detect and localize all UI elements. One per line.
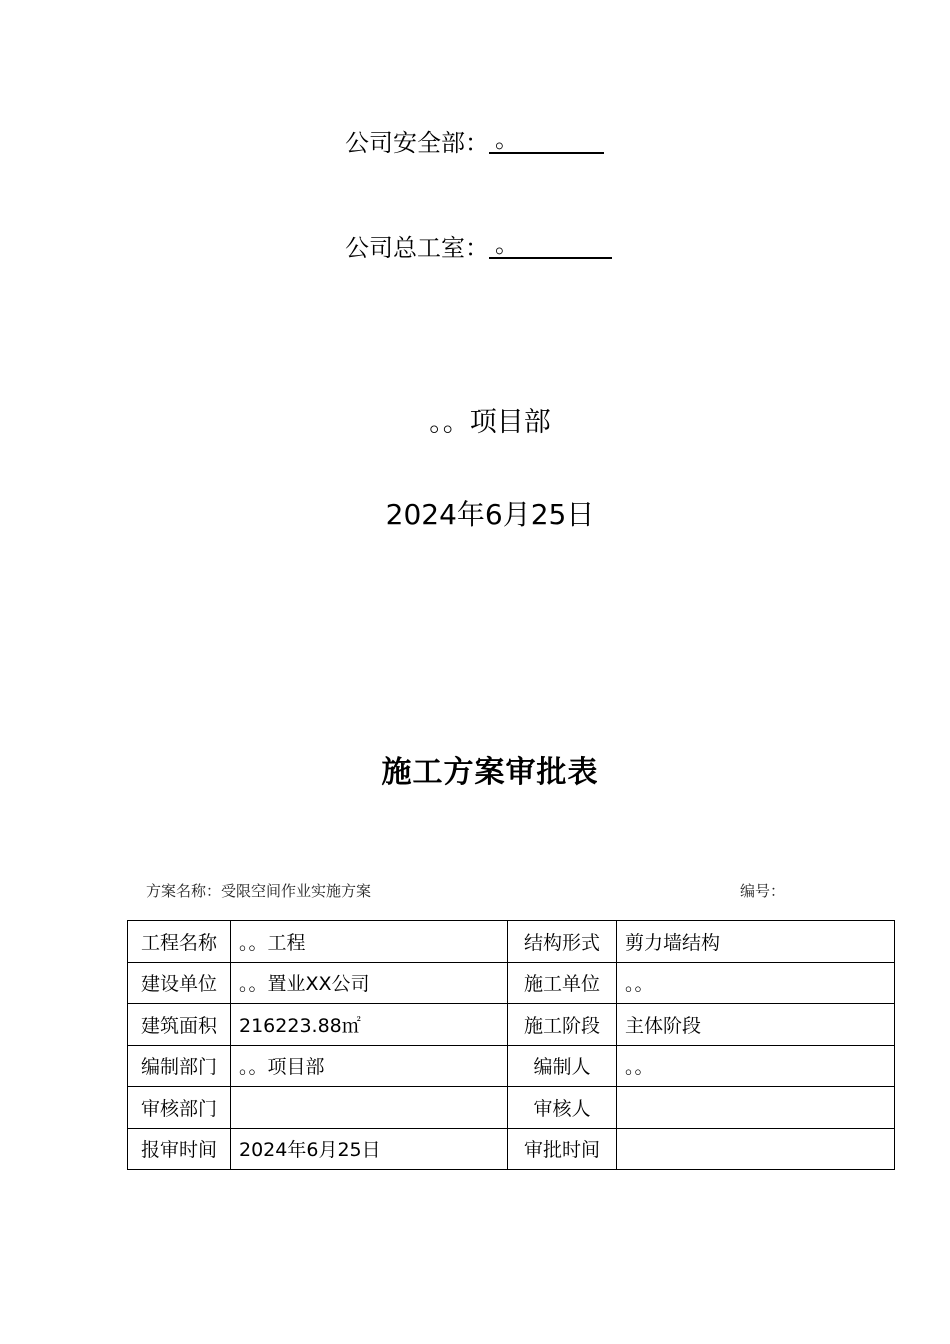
table-value: 。。项目部 [231, 1045, 508, 1087]
table-value: 2024年6月25日 [231, 1128, 508, 1170]
chief-engineer-label: 公司总工室： [345, 234, 489, 262]
table-row [128, 1004, 895, 1046]
table-label: 建设单位 [128, 962, 231, 1004]
table-value: 216223.88㎡ [231, 1004, 508, 1046]
safety-dept-value: 。 [495, 125, 519, 153]
chief-engineer-signature [345, 230, 612, 263]
table-value [617, 1128, 895, 1170]
table-value: 。。置业XX公司 [231, 962, 508, 1004]
table-value: 。。 [617, 1045, 895, 1087]
form-title: 施工方案审批表 [381, 755, 599, 790]
table-row [128, 921, 895, 963]
chief-engineer-value: 。 [495, 230, 519, 258]
table-row [128, 1128, 895, 1170]
table-label: 结构形式 [508, 921, 617, 963]
table-label: 审核部门 [128, 1087, 231, 1129]
safety-dept-signature-blank [489, 125, 604, 154]
safety-dept-label: 公司安全部： [345, 129, 489, 157]
table-label: 编制部门 [128, 1045, 231, 1087]
chief-engineer-signature-blank [489, 230, 612, 259]
table-value: 。。工程 [231, 921, 508, 963]
table-value [231, 1087, 508, 1129]
table-label: 建筑面积 [128, 1004, 231, 1046]
table-label: 审批时间 [508, 1128, 617, 1170]
issue-date: 2024年6月25日 [385, 498, 595, 531]
table-label: 工程名称 [128, 921, 231, 963]
table-row [128, 962, 895, 1004]
table-label: 编制人 [508, 1045, 617, 1087]
form-number-label: 编号： [740, 882, 786, 900]
table-label: 报审时间 [128, 1128, 231, 1170]
table-value: 。。 [617, 962, 895, 1004]
table-label: 审核人 [508, 1087, 617, 1129]
approval-table [127, 920, 895, 1170]
table-value: 剪力墙结构 [617, 921, 895, 963]
table-value: 主体阶段 [617, 1004, 895, 1046]
table-row [128, 1045, 895, 1087]
table-label: 施工单位 [508, 962, 617, 1004]
table-value [617, 1087, 895, 1129]
table-row [128, 1087, 895, 1129]
safety-dept-signature [345, 125, 604, 158]
table-label: 施工阶段 [508, 1004, 617, 1046]
plan-name: 方案名称：受限空间作业实施方案 [146, 882, 372, 900]
project-department: 。。项目部 [429, 407, 551, 438]
